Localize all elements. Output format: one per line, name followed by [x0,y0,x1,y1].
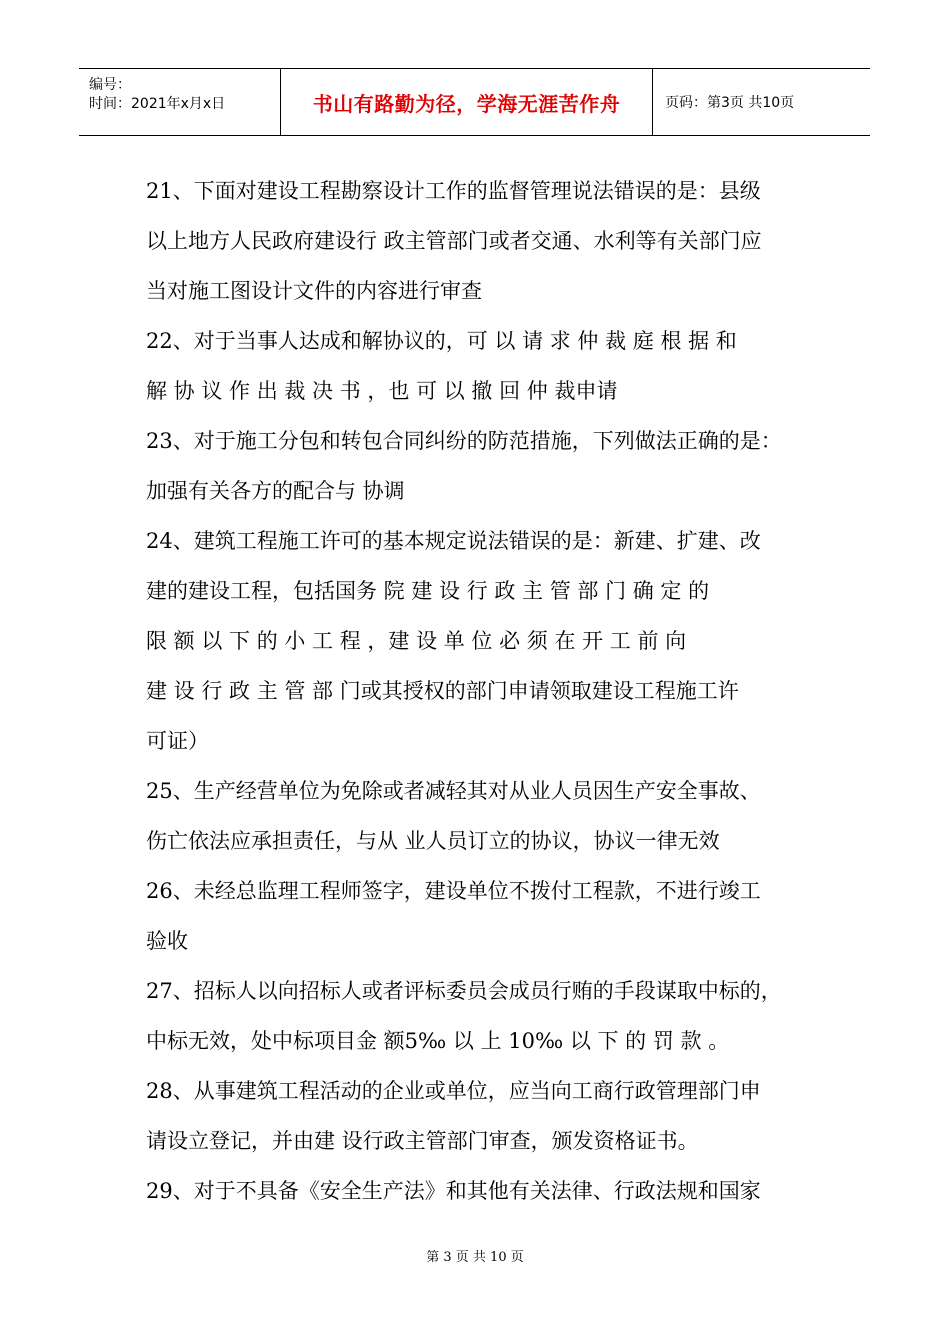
header-page-number: 页码：第3页 共10页 [665,95,795,111]
text-line: 可证） [146,729,209,753]
text-line: 加强有关各方的配合与 协调 [146,479,405,503]
document-time-label: 时间：2021年x月x日 [89,96,226,112]
text-line: 验收 [146,929,188,953]
header-meta [79,69,281,135]
text-line: 请设立登记，并由建 设行政主管部门审查，颁发资格证书。 [146,1129,699,1153]
text-line: 当对施工图设计文件的内容进行审查 [146,279,482,303]
text-line: 伤亡依法应承担责任，与从 业人员订立的协议，协议一律无效 [146,829,720,853]
document-body [146,166,818,1216]
text-line: 26、未经总监理工程师签字，建设单位不拨付工程款，不进行竣工 [146,879,761,903]
text-line: 25、生产经营单位为免除或者减轻其对从业人员因生产安全事故、 [146,779,761,803]
text-line: 以上地方人民政府建设行 政主管部门或者交通、水利等有关部门应 [146,229,762,253]
text-line: 28、从事建筑工程活动的企业或单位，应当向工商行政管理部门申 [146,1079,761,1103]
text-line: 22、对于当事人达成和解协议的，可 以 请 求 仲 裁 庭 根 据 和 [146,329,737,353]
text-line: 中标无效，处中标项目金 额5‰ 以 上 10‰ 以 下 的 罚 款 。 [146,1029,730,1053]
text-line: 24、建筑工程施工许可的基本规定说法错误的是：新建、扩建、改 [146,529,761,553]
text-line: 29、对于不具备《安全生产法》和其他有关法律、行政法规和国家 [146,1179,761,1203]
page-footer: 第 3 页 共 10 页 [426,1250,524,1265]
text-line: 解 协 议 作 出 裁 决 书 ，也 可 以 撤 回 仲 裁申请 [146,379,618,403]
text-line: 建的建设工程，包括国务 院 建 设 行 政 主 管 部 门 确 定 的 [146,579,710,603]
text-line: 21、下面对建设工程勘察设计工作的监督管理说法错误的是：县级 [146,179,761,203]
text-line: 建 设 行 政 主 管 部 门或其授权的部门申请领取建设工程施工许 [146,679,739,703]
text-line: 27、招标人以向招标人或者评标委员会成员行贿的手段谋取中标的， [146,979,782,1003]
document-number-label: 编号： [89,77,131,93]
page-header [79,68,870,136]
header-motto: 书山有路勤为径，学海无涯苦作舟 [281,69,653,135]
text-line: 23、对于施工分包和转包合同纠纷的防范措施，下列做法正确的是： [146,429,782,453]
text-line: 限 额 以 下 的 小 工 程 ，建 设 单 位 必 须 在 开 工 前 向 [146,629,687,653]
